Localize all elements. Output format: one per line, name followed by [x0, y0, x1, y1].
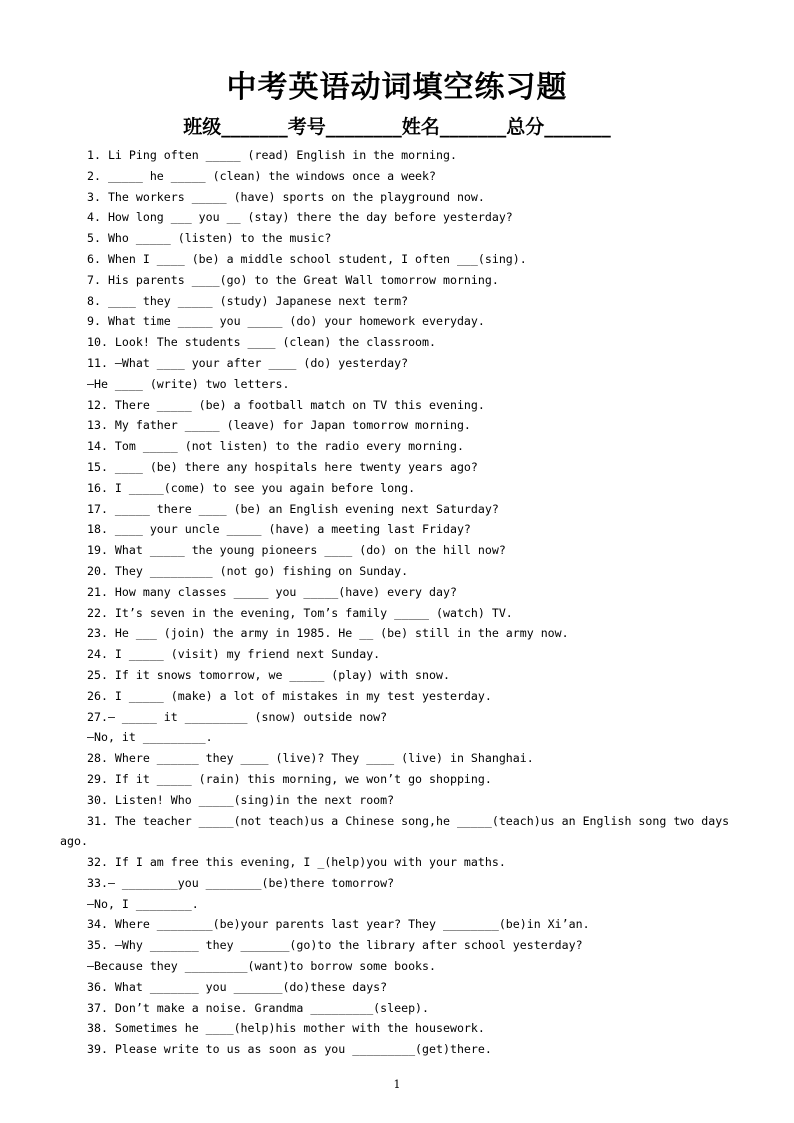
- question-item: 16. I _____(come) to see you again before long.: [87, 480, 416, 495]
- question-item: 25. If it snows tomorrow, we _____ (play) with snow.: [87, 667, 450, 682]
- question-item: 24. I _____ (visit) my friend next Sunday.: [87, 647, 381, 662]
- question-item: 4. How long ___ you __ (stay) there the day before yesterday?: [87, 210, 513, 225]
- question-item: 13. My father _____ (leave) for Japan tomorrow morning.: [87, 418, 471, 433]
- question-continuation: —He ____ (write) two letters.: [87, 376, 290, 391]
- question-item: 18. ____ your uncle _____ (have) a meeting last Friday?: [87, 522, 471, 537]
- question-item: 29. If it _____ (rain) this morning, we won’t go shopping.: [87, 771, 492, 786]
- question-item: 5. Who _____ (listen) to the music?: [87, 231, 332, 246]
- question-item: 1. Li Ping often _____ (read) English in the morning.: [87, 148, 457, 162]
- question-item: 14. Tom _____ (not listen) to the radio every morning.: [87, 439, 464, 454]
- question-item: 27.— _____ it _________ (snow) outside now?: [87, 709, 388, 724]
- question-item: 32. If I am free this evening, I _(help)you with your maths.: [87, 855, 506, 870]
- question-item: 22. It’s seven in the evening, Tom’s family _____ (watch) TV.: [87, 605, 513, 620]
- question-item: 35. —Why _______ they _______(go)to the library after school yesterday?: [87, 938, 583, 953]
- question-item: 12. There _____ (be) a football match on TV this evening.: [87, 397, 485, 412]
- question-item: 28. Where ______ they ____ (live)? They ____ (live) in Shanghai.: [87, 751, 534, 766]
- question-item: 19. What _____ the young pioneers ____ (do) on the hill now?: [87, 543, 506, 558]
- page-number: 1: [393, 1078, 401, 1091]
- question-item: 31. The teacher _____(not teach)us a Chinese song,he _____(teach)us an English song two days: [87, 813, 730, 828]
- question-item: 7. His parents ____(go) to the Great Wall tomorrow morning.: [87, 272, 499, 287]
- question-continuation: —No, I ________.: [87, 896, 199, 911]
- question-list: [60, 145, 740, 1060]
- question-item: 36. What _______ you _______(do)these days?: [87, 979, 388, 994]
- question-item: 33.— ________you ________(be)there tomorrow?: [87, 875, 395, 890]
- question-item: 21. How many classes _____ you _____(have) every day?: [87, 584, 457, 599]
- question-continuation: —No, it _________.: [87, 730, 213, 745]
- question-continuation: —Because they _________(want)to borrow some books.: [87, 959, 437, 974]
- question-item: 20. They _________ (not go) fishing on Sunday.: [87, 563, 409, 578]
- question-item: 26. I _____ (make) a lot of mistakes in my test yesterday.: [87, 688, 492, 703]
- question-continuation: ago.: [60, 834, 88, 849]
- question-item: 17. _____ there ____ (be) an English evening next Saturday?: [87, 501, 499, 516]
- question-item: 2. _____ he _____ (clean) the windows once a week?: [87, 168, 437, 183]
- question-item: 6. When I ____ (be) a middle school student, I often ___(sing).: [87, 251, 527, 266]
- student-info-line: 班级_______考号________姓名_______总分_______: [183, 116, 611, 138]
- question-item: 30. Listen! Who _____(sing)in the next room?: [87, 792, 395, 807]
- question-item: 34. Where ________(be)your parents last year? They ________(be)in Xi’an.: [87, 917, 590, 932]
- question-item: 9. What time _____ you _____ (do) your homework everyday.: [87, 314, 485, 329]
- question-item: 37. Don’t make a noise. Grandma _________(sleep).: [87, 1000, 430, 1015]
- question-item: 3. The workers _____ (have) sports on the playground now.: [87, 189, 485, 204]
- question-item: 39. Please write to us as soon as you _________(get)there.: [87, 1042, 492, 1057]
- question-item: 11. —What ____ your after ____ (do) yesterday?: [87, 355, 409, 370]
- question-item: 8. ____ they _____ (study) Japanese next term?: [87, 293, 409, 308]
- question-item: 15. ____ (be) there any hospitals here twenty years ago?: [87, 459, 478, 474]
- question-item: 23. He ___ (join) the army in 1985. He __ (be) still in the army now.: [87, 626, 569, 641]
- question-item: 38. Sometimes he ____(help)his mother with the housework.: [87, 1021, 485, 1036]
- question-item: 10. Look! The students ____ (clean) the classroom.: [87, 335, 437, 350]
- page-title: 中考英语动词填空练习题: [226, 70, 568, 105]
